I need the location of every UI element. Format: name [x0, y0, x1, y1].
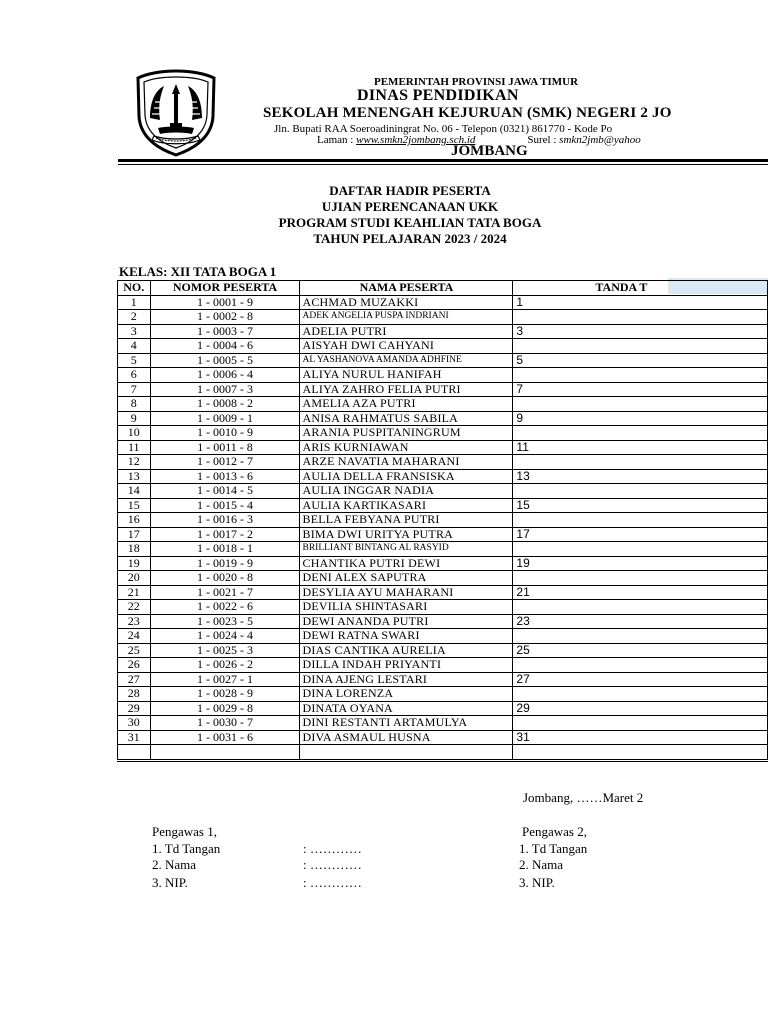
- row-tanda-tangan[interactable]: 9: [513, 411, 768, 426]
- pengawas-1-nip-label: 3. NIP.: [152, 875, 188, 890]
- letterhead-rule-thick: [118, 159, 768, 162]
- row-tanda-tangan[interactable]: [513, 368, 768, 383]
- table-row: [118, 324, 768, 339]
- table-row: [118, 310, 768, 325]
- row-no: 3: [118, 324, 151, 339]
- row-tanda-tangan[interactable]: 17: [513, 527, 768, 542]
- row-no: 11: [118, 440, 151, 455]
- table-row: [118, 556, 768, 571]
- row-no: 24: [118, 629, 151, 644]
- table-row: [118, 672, 768, 687]
- table-row: [118, 629, 768, 644]
- row-no: 2: [118, 310, 151, 325]
- row-nomor-peserta: 1 - 0014 - 5: [150, 484, 300, 499]
- row-nomor-peserta: 1 - 0029 - 8: [150, 701, 300, 716]
- row-nomor-peserta: 1 - 0007 - 3: [150, 382, 300, 397]
- table-row: [118, 614, 768, 629]
- row-tanda-tangan[interactable]: [513, 426, 768, 441]
- table-row: [118, 440, 768, 455]
- table-header-row: [118, 281, 768, 296]
- row-nama-peserta: ADEK ANGELIA PUSPA INDRIANI: [300, 310, 513, 325]
- row-no: 18: [118, 542, 151, 557]
- row-nama-peserta: BELLA FEBYANA PUTRI: [300, 513, 513, 528]
- table-row: [118, 687, 768, 702]
- header-no: NO.: [118, 281, 151, 296]
- row-no: 19: [118, 556, 151, 571]
- table-row: [118, 295, 768, 310]
- pengawas-1-nip-field[interactable]: : …………: [303, 875, 362, 890]
- row-tanda-tangan[interactable]: 1: [513, 295, 768, 310]
- table-row: [118, 716, 768, 731]
- row-no: 9: [118, 411, 151, 426]
- province-emblem-icon: [134, 68, 218, 158]
- pengawas-1-td-label: 1. Td Tangan: [152, 841, 221, 856]
- row-nama-peserta: DINATA OYANA: [300, 701, 513, 716]
- row-tanda-tangan[interactable]: 29: [513, 701, 768, 716]
- row-tanda-tangan[interactable]: 7: [513, 382, 768, 397]
- row-no: 25: [118, 643, 151, 658]
- row-tanda-tangan[interactable]: 25: [513, 643, 768, 658]
- letterhead-government: PEMERINTAH PROVINSI JAWA TIMUR: [374, 76, 579, 88]
- row-tanda-tangan[interactable]: [513, 484, 768, 499]
- row-no: 28: [118, 687, 151, 702]
- website-link[interactable]: www.smkn2jombang.sch.id: [356, 134, 476, 146]
- row-nama-peserta: DILLA INDAH PRIYANTI: [300, 658, 513, 673]
- table-row: [118, 368, 768, 383]
- row-nama-peserta: DEVILIA SHINTASARI: [300, 600, 513, 615]
- table-row: [118, 382, 768, 397]
- row-no: 7: [118, 382, 151, 397]
- row-nomor-peserta: 1 - 0023 - 5: [150, 614, 300, 629]
- attendance-table: [117, 280, 768, 762]
- row-nama-peserta: DIAS CANTIKA AURELIA: [300, 643, 513, 658]
- row-no: 31: [118, 730, 151, 745]
- row-nomor-peserta: 1 - 0013 - 6: [150, 469, 300, 484]
- row-nama-peserta: DINA LORENZA: [300, 687, 513, 702]
- row-tanda-tangan[interactable]: 31: [513, 730, 768, 745]
- row-tanda-tangan[interactable]: [513, 542, 768, 557]
- row-tanda-tangan[interactable]: [513, 339, 768, 354]
- row-no: 8: [118, 397, 151, 412]
- empty-cell: [513, 745, 768, 761]
- pengawas-2-nip-label: 3. NIP.: [519, 875, 555, 890]
- table-row: [118, 469, 768, 484]
- row-nama-peserta: AULIA KARTIKASARI: [300, 498, 513, 513]
- title-line-4: TAHUN PELAJARAN 2023 / 2024: [313, 231, 507, 246]
- row-nama-peserta: BRILLIANT BINTANG AL RASYID: [300, 542, 513, 557]
- table-body: [118, 295, 768, 761]
- row-nomor-peserta: 1 - 0003 - 7: [150, 324, 300, 339]
- pengawas-1-td-field[interactable]: : …………: [303, 841, 362, 856]
- letterhead-school: SEKOLAH MENENGAH KEJURUAN (SMK) NEGERI 2 JO: [263, 105, 672, 121]
- table-row: [118, 455, 768, 470]
- row-nomor-peserta: 1 - 0027 - 1: [150, 672, 300, 687]
- row-tanda-tangan[interactable]: [513, 600, 768, 615]
- row-nama-peserta: AMELIA AZA PUTRI: [300, 397, 513, 412]
- row-nomor-peserta: 1 - 0021 - 7: [150, 585, 300, 600]
- row-no: 16: [118, 513, 151, 528]
- row-tanda-tangan[interactable]: [513, 629, 768, 644]
- row-nomor-peserta: 1 - 0024 - 4: [150, 629, 300, 644]
- row-nama-peserta: ACHMAD MUZAKKI: [300, 295, 513, 310]
- row-nomor-peserta: 1 - 0017 - 2: [150, 527, 300, 542]
- row-tanda-tangan[interactable]: 11: [513, 440, 768, 455]
- table-row: [118, 411, 768, 426]
- row-no: 1: [118, 295, 151, 310]
- row-tanda-tangan[interactable]: 23: [513, 614, 768, 629]
- row-nama-peserta: ARANIA PUSPITANINGRUM: [300, 426, 513, 441]
- row-tanda-tangan[interactable]: [513, 571, 768, 586]
- row-no: 26: [118, 658, 151, 673]
- pengawas-1-nama-field[interactable]: : …………: [303, 857, 362, 872]
- row-nama-peserta: DINA AJENG LESTARI: [300, 672, 513, 687]
- row-tanda-tangan[interactable]: 15: [513, 498, 768, 513]
- empty-cell: [118, 745, 151, 761]
- row-nama-peserta: ARIS KURNIAWAN: [300, 440, 513, 455]
- row-nama-peserta: AISYAH DWI CAHYANI: [300, 339, 513, 354]
- letterhead-rule-thin: [118, 164, 768, 165]
- row-nomor-peserta: 1 - 0016 - 3: [150, 513, 300, 528]
- row-nomor-peserta: 1 - 0001 - 9: [150, 295, 300, 310]
- row-nomor-peserta: 1 - 0009 - 1: [150, 411, 300, 426]
- row-nomor-peserta: 1 - 0002 - 8: [150, 310, 300, 325]
- table-row: [118, 513, 768, 528]
- row-nomor-peserta: 1 - 0010 - 9: [150, 426, 300, 441]
- table-row: [118, 542, 768, 557]
- row-nomor-peserta: 1 - 0028 - 9: [150, 687, 300, 702]
- title-line-1: DAFTAR HADIR PESERTA: [329, 183, 491, 198]
- table-row: [118, 353, 768, 368]
- row-nama-peserta: DINI RESTANTI ARTAMULYA: [300, 716, 513, 731]
- header-nomor-peserta: NOMOR PESERTA: [150, 281, 300, 296]
- table-row: [118, 397, 768, 412]
- row-nama-peserta: ADELIA PUTRI: [300, 324, 513, 339]
- row-nama-peserta: AULIA INGGAR NADIA: [300, 484, 513, 499]
- row-nomor-peserta: 1 - 0030 - 7: [150, 716, 300, 731]
- row-nomor-peserta: 1 - 0025 - 3: [150, 643, 300, 658]
- title-line-3: PROGRAM STUDI KEAHLIAN TATA BOGA: [278, 215, 542, 230]
- row-nama-peserta: CHANTIKA PUTRI DEWI: [300, 556, 513, 571]
- row-no: 15: [118, 498, 151, 513]
- table-row: [118, 571, 768, 586]
- row-tanda-tangan[interactable]: 13: [513, 469, 768, 484]
- pengawas-2-nama-label: 2. Nama: [519, 857, 564, 872]
- row-nomor-peserta: 1 - 0012 - 7: [150, 455, 300, 470]
- header-tanda-tangan: TANDA T: [513, 281, 768, 296]
- row-tanda-tangan[interactable]: 3: [513, 324, 768, 339]
- letterhead-address: Jln. Bupati RAA Soeroadiningrat No. 06 - Telepon (0321) 861770 - Kode Po: [274, 123, 613, 135]
- row-no: 21: [118, 585, 151, 600]
- row-nomor-peserta: 1 - 0008 - 2: [150, 397, 300, 412]
- table-row: [118, 585, 768, 600]
- letterhead-city: JOMBANG: [451, 143, 528, 159]
- row-nomor-peserta: 1 - 0006 - 4: [150, 368, 300, 383]
- place-date: Jombang, ……Maret 2: [523, 790, 644, 805]
- table-row: [118, 484, 768, 499]
- laman-label: Laman :: [317, 134, 357, 146]
- header-nama-peserta: NAMA PESERTA: [300, 281, 513, 296]
- row-tanda-tangan[interactable]: [513, 687, 768, 702]
- pengawas-1-nama-label: 2. Nama: [152, 857, 197, 872]
- letterhead-department: DINAS PENDIDIKAN: [357, 87, 519, 104]
- row-tanda-tangan[interactable]: 27: [513, 672, 768, 687]
- row-no: 17: [118, 527, 151, 542]
- row-nomor-peserta: 1 - 0011 - 8: [150, 440, 300, 455]
- email-address: smkn2jmb@yahoo: [559, 134, 641, 146]
- row-nama-peserta: ALIYA ZAHRO FELIA PUTRI: [300, 382, 513, 397]
- row-no: 6: [118, 368, 151, 383]
- table-row: [118, 701, 768, 716]
- row-no: 23: [118, 614, 151, 629]
- row-no: 30: [118, 716, 151, 731]
- row-no: 13: [118, 469, 151, 484]
- row-tanda-tangan[interactable]: [513, 658, 768, 673]
- pengawas-2-title: Pengawas 2,: [522, 824, 587, 839]
- row-tanda-tangan[interactable]: [513, 397, 768, 412]
- table-row: [118, 527, 768, 542]
- pengawas-1-title: Pengawas 1,: [152, 824, 217, 839]
- row-nomor-peserta: 1 - 0005 - 5: [150, 353, 300, 368]
- row-tanda-tangan[interactable]: 5: [513, 353, 768, 368]
- row-nomor-peserta: 1 - 0004 - 6: [150, 339, 300, 354]
- row-tanda-tangan[interactable]: 21: [513, 585, 768, 600]
- table-row: [118, 600, 768, 615]
- class-label: KELAS: XII TATA BOGA 1: [119, 264, 277, 279]
- row-nama-peserta: AULIA DELLA FRANSISKA: [300, 469, 513, 484]
- row-tanda-tangan[interactable]: [513, 310, 768, 325]
- row-no: 20: [118, 571, 151, 586]
- row-no: 4: [118, 339, 151, 354]
- row-no: 10: [118, 426, 151, 441]
- row-nama-peserta: DENI ALEX SAPUTRA: [300, 571, 513, 586]
- document-title: [210, 183, 610, 247]
- table-row: [118, 426, 768, 441]
- row-no: 14: [118, 484, 151, 499]
- row-nomor-peserta: 1 - 0018 - 1: [150, 542, 300, 557]
- row-no: 29: [118, 701, 151, 716]
- row-nama-peserta: DEWI RATNA SWARI: [300, 629, 513, 644]
- row-nomor-peserta: 1 - 0019 - 9: [150, 556, 300, 571]
- row-nama-peserta: AL YASHANOVA AMANDA ADHFINE: [300, 353, 513, 368]
- row-tanda-tangan[interactable]: [513, 716, 768, 731]
- row-nama-peserta: DIVA ASMAUL HUSNA: [300, 730, 513, 745]
- row-nomor-peserta: 1 - 0026 - 2: [150, 658, 300, 673]
- table-row: [118, 498, 768, 513]
- row-no: 12: [118, 455, 151, 470]
- empty-cell: [300, 745, 513, 761]
- row-nomor-peserta: 1 - 0015 - 4: [150, 498, 300, 513]
- row-tanda-tangan[interactable]: 19: [513, 556, 768, 571]
- pengawas-2-td-label: 1. Td Tangan: [519, 841, 588, 856]
- title-line-2: UJIAN PERENCANAAN UKK: [321, 199, 499, 214]
- table-row: [118, 658, 768, 673]
- row-no: 27: [118, 672, 151, 687]
- row-nomor-peserta: 1 - 0022 - 6: [150, 600, 300, 615]
- row-nama-peserta: ANISA RAHMATUS SABILA: [300, 411, 513, 426]
- row-nama-peserta: ARZE NAVATIA MAHARANI: [300, 455, 513, 470]
- row-nama-peserta: ALIYA NURUL HANIFAH: [300, 368, 513, 383]
- table-row: [118, 643, 768, 658]
- row-nomor-peserta: 1 - 0020 - 8: [150, 571, 300, 586]
- row-nama-peserta: DESYLIA AYU MAHARANI: [300, 585, 513, 600]
- table-row-empty: [118, 745, 768, 761]
- empty-cell: [150, 745, 300, 761]
- table-row: [118, 730, 768, 745]
- row-tanda-tangan[interactable]: [513, 455, 768, 470]
- row-no: 5: [118, 353, 151, 368]
- row-tanda-tangan[interactable]: [513, 513, 768, 528]
- surel-label: Surel :: [527, 134, 560, 146]
- table-row: [118, 339, 768, 354]
- row-nomor-peserta: 1 - 0031 - 6: [150, 730, 300, 745]
- row-nama-peserta: BIMA DWI URITYA PUTRA: [300, 527, 513, 542]
- row-no: 22: [118, 600, 151, 615]
- row-nama-peserta: DEWI ANANDA PUTRI: [300, 614, 513, 629]
